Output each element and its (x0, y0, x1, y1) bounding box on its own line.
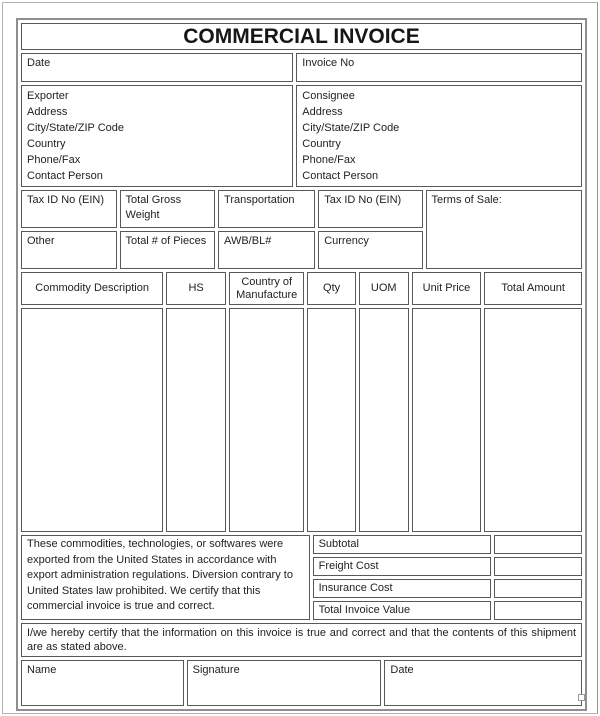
transportation-field[interactable] (218, 190, 315, 228)
column-header-commodity-description: Commodity Description (21, 272, 163, 305)
consignee-contact-label: Contact Person (302, 170, 379, 182)
subtotal-label: Subtotal (313, 535, 492, 554)
item-cell-uom[interactable] (359, 308, 409, 532)
column-header-hs: HS (166, 272, 226, 305)
title-table (18, 20, 585, 53)
tax-id-exporter-label: Tax ID No (EIN) (27, 194, 105, 206)
item-cell-qty[interactable] (307, 308, 355, 532)
item-cell-unit-price[interactable] (412, 308, 482, 532)
insurance-cost-value-field[interactable] (494, 579, 582, 598)
total-pieces-label: Total # of Pieces (125, 235, 207, 247)
item-cell-total-amount[interactable] (484, 308, 582, 532)
invoice-no-field[interactable] (296, 53, 582, 82)
tax-id-consignee-field[interactable] (318, 190, 422, 228)
exporter-phone-label: Phone/Fax (27, 154, 81, 166)
form-title: COMMERCIAL INVOICE (21, 23, 582, 50)
consignee-address-label: Address (302, 106, 343, 118)
item-cell-country-of-manufacture[interactable] (229, 308, 304, 532)
column-header-country-of-manufacture: Country of Manufacture (229, 272, 304, 305)
awb-bl-label: AWB/BL# (224, 235, 272, 247)
column-header-unit-price: Unit Price (412, 272, 482, 305)
totals-table (18, 532, 585, 623)
commercial-invoice-form (16, 18, 587, 711)
freight-cost-value-field[interactable] (494, 557, 582, 576)
freight-cost-label: Freight Cost (313, 557, 492, 576)
date-invoice-table (18, 50, 585, 85)
total-gross-weight-label: Total Gross Weight (125, 194, 182, 221)
column-header-uom: UOM (359, 272, 409, 305)
name-label: Name (27, 664, 57, 676)
certification-statement: I/we hereby certify that the information on this invoice is true and correct and that the contents of this shipment are as stated above. (21, 623, 582, 657)
consignee-phone-label: Phone/Fax (302, 154, 356, 166)
signature-date-field[interactable] (384, 660, 582, 706)
item-cell-commodity-description[interactable] (21, 308, 163, 532)
consignee-label: Consignee (302, 90, 355, 102)
insurance-cost-label: Insurance Cost (313, 579, 492, 598)
items-table (18, 269, 585, 535)
export-statement: These commodities, technologies, or softwares were exported from the United States in accordance with export administration regulations. Diversion contrary to United States law prohibited. We certify that this commercial invoice is true and correct. (21, 535, 310, 620)
exporter-field[interactable] (21, 85, 293, 187)
signature-date-label: Date (390, 664, 414, 676)
total-gross-weight-field[interactable] (120, 190, 216, 228)
exporter-country-label: Country (27, 138, 66, 150)
total-invoice-value-field[interactable] (494, 601, 582, 620)
table-resize-handle-icon (578, 694, 585, 701)
item-cell-hs[interactable] (166, 308, 226, 532)
consignee-field[interactable] (296, 85, 582, 187)
date-field[interactable] (21, 53, 293, 82)
signature-field[interactable] (187, 660, 382, 706)
exporter-city-label: City/State/ZIP Code (27, 122, 125, 134)
shipment-table (18, 187, 585, 272)
tax-id-consignee-label: Tax ID No (EIN) (324, 194, 402, 206)
other-label: Other (27, 235, 55, 247)
total-pieces-field[interactable] (120, 231, 216, 269)
subtotal-value-field[interactable] (494, 535, 582, 554)
consignee-city-label: City/State/ZIP Code (302, 122, 400, 134)
exporter-label: Exporter (27, 90, 69, 102)
date-label: Date (27, 57, 51, 69)
invoice-no-label: Invoice No (302, 57, 355, 69)
tax-id-exporter-field[interactable] (21, 190, 117, 228)
awb-bl-field[interactable] (218, 231, 315, 269)
signature-label: Signature (192, 664, 240, 676)
exporter-contact-label: Contact Person (27, 170, 103, 182)
other-field[interactable] (21, 231, 117, 269)
currency-field[interactable] (318, 231, 422, 269)
total-invoice-value-label: Total Invoice Value (313, 601, 492, 620)
terms-of-sale-label: Terms of Sale: (431, 194, 502, 206)
column-header-qty: Qty (307, 272, 355, 305)
column-header-total-amount: Total Amount (484, 272, 582, 305)
signature-table (18, 657, 585, 709)
exporter-address-label: Address (27, 106, 68, 118)
parties-table (18, 82, 585, 190)
name-field[interactable] (21, 660, 184, 706)
transportation-label: Transportation (224, 194, 295, 206)
terms-of-sale-field[interactable] (426, 190, 583, 269)
consignee-country-label: Country (302, 138, 341, 150)
certification-table (18, 620, 585, 660)
currency-label: Currency (324, 235, 369, 247)
